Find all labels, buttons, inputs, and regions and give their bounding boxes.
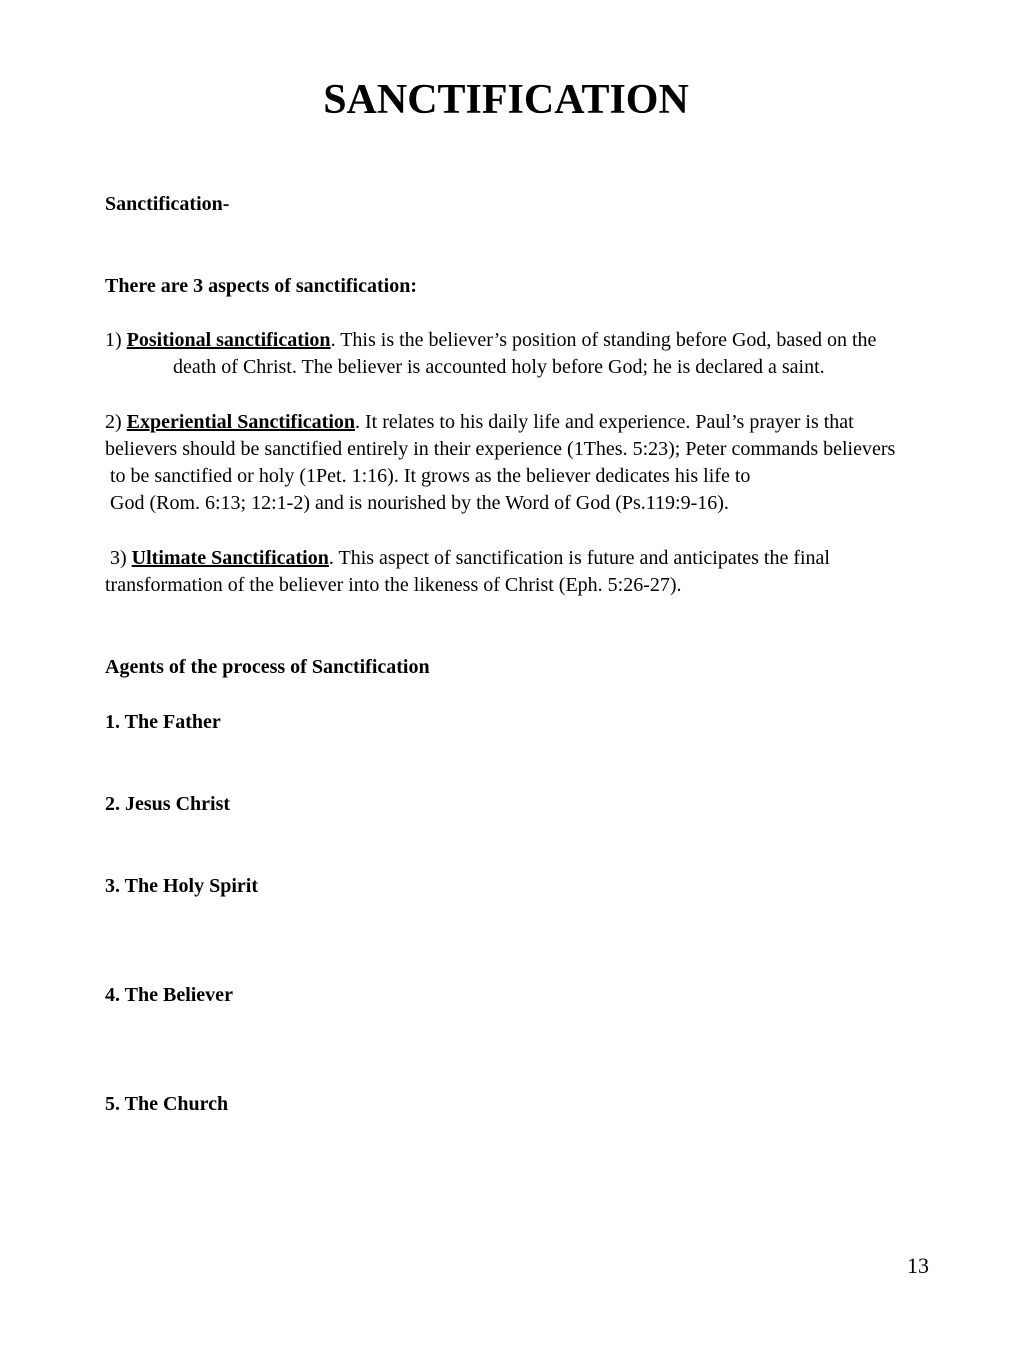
aspect-2-line-3: to be sanctified or holy (1Pet. 1:16). It grows as the believer dedicates his life to (110, 465, 751, 487)
agents-heading: Agents of the process of Sanctification (105, 656, 430, 678)
aspect-3-line-1 (110, 544, 830, 572)
aspects-heading: There are 3 aspects of sanctification: (105, 275, 417, 297)
page-title: SANCTIFICATION (323, 77, 689, 123)
aspect-3-number: 3) (110, 547, 127, 569)
aspect-3-term: Ultimate Sanctification (131, 547, 329, 569)
agent-item-believer: 4. The Believer (105, 984, 233, 1006)
page-number: 13 (907, 1253, 929, 1278)
aspect-2-line-4: God (Rom. 6:13; 12:1-2) and is nourished by the Word of God (Ps.119:9-16). (110, 492, 729, 514)
aspect-1-line-2: death of Christ. The believer is accounted holy before God; he is declared a saint. (173, 356, 825, 378)
definition-heading: Sanctification- (105, 193, 230, 215)
aspect-1-number: 1) (105, 329, 122, 351)
aspect-1-term: Positional sanctification (126, 329, 331, 351)
aspect-2-term: Experiential Sanctification (126, 411, 355, 433)
aspect-3-line-2: transformation of the believer into the likeness of Christ (Eph. 5:26-27). (105, 574, 682, 596)
aspect-2-number: 2) (105, 411, 122, 433)
aspect-2-text-1: . It relates to his daily life and experience. Paul’s prayer is that (355, 411, 854, 433)
aspect-1-line-1 (105, 326, 876, 354)
aspect-2-line-1 (105, 408, 854, 436)
agent-item-holy-spirit: 3. The Holy Spirit (105, 875, 258, 897)
aspect-2-line-2: believers should be sanctified entirely in their experience (1Thes. 5:23); Peter commands believers (105, 438, 896, 460)
agent-item-jesus-christ: 2. Jesus Christ (105, 793, 231, 815)
aspect-3-text-1: . This aspect of sanctification is future and anticipates the final (328, 547, 830, 569)
agent-item-church: 5. The Church (105, 1093, 229, 1115)
agent-item-father: 1. The Father (105, 711, 221, 733)
aspect-1-text-1: . This is the believer’s position of standing before God, based on the (330, 329, 877, 351)
